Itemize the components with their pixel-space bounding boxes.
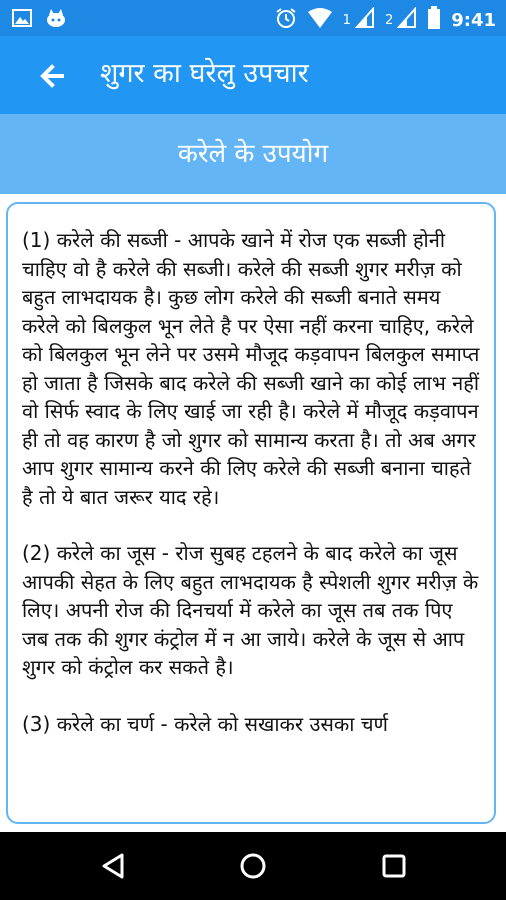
article-text: [22, 226, 480, 766]
cat-icon: [44, 8, 68, 32]
content-card[interactable]: [6, 202, 496, 824]
navigation-bar: [0, 832, 506, 900]
paragraph-1: (1) करेले की सब्जी - आपके खाने में रोज एक सब्जी होनी चाहिए वो है करेले की सब्जी। करेले की सब्जी शुगर मरीज़ को बहुत लाभदायक है। कुछ लोग करेले की सब्जी बनाते समय करेले को बिलकुल भून लेते है पर ऐसा नहीं करना चाहिए, करेले को बिलकुल भून लेने पर उसमे मौजूद कड़वापन बिलकुल समाप्त हो जाता है जिसके बाद करेले की सब्जी खाने का कोई लाभ नहीं वो सिर्फ स्वाद के लिए खाई जा रही है। करेले में मौजूद कड़वापन ही तो वह कारण है जो शुगर को सामान्य करता है। तो अब अगर आप शुगर सामान्य करने की लिए करेले की सब्जी बनाना चाहते है तो ये बात जरूर याद रहे।: [22, 228, 480, 509]
wifi-icon: [307, 7, 333, 33]
arrow-left-icon[interactable]: [36, 60, 68, 92]
alarm-icon: [275, 7, 297, 33]
sim2-label: 2: [384, 12, 394, 28]
status-bar: [0, 0, 506, 36]
paragraph-2: (2) करेले का जूस - रोज सुबह टहलने के बाद करेले का जूस आपकी सेहत के लिए बहुत लाभदायक है स्पेशली शुगर मरीज़ के लिए। अपनी रोज की दिनचर्या में करेले का जूस तब तक पिए जब तक की शुगर कंट्रोल में न आ जाये। करेले के जूस से आप शुगर को कंट्रोल कर सकते है।: [22, 541, 479, 679]
signal-icon: [355, 7, 375, 33]
section-header: [0, 114, 506, 194]
status-right-icons: [275, 6, 496, 34]
sim1-label: 1: [342, 12, 351, 28]
home-circle-icon[interactable]: [237, 850, 269, 882]
status-left-icons: [12, 8, 68, 32]
paragraph-3: (3) करेले का चर्ण - करेले को सखाकर उसका चर्ण: [22, 711, 388, 736]
battery-icon: [427, 6, 441, 34]
clock: 9:41: [451, 9, 496, 31]
app-title: शुगर का घरेलु उपचार: [100, 58, 309, 89]
signal-icon-2: [397, 7, 417, 33]
recents-square-icon[interactable]: [378, 850, 410, 882]
back-triangle-icon[interactable]: [98, 850, 130, 882]
app-bar: [0, 36, 506, 114]
image-icon: [12, 8, 32, 32]
section-heading: करेले के उपयोग: [177, 139, 329, 169]
